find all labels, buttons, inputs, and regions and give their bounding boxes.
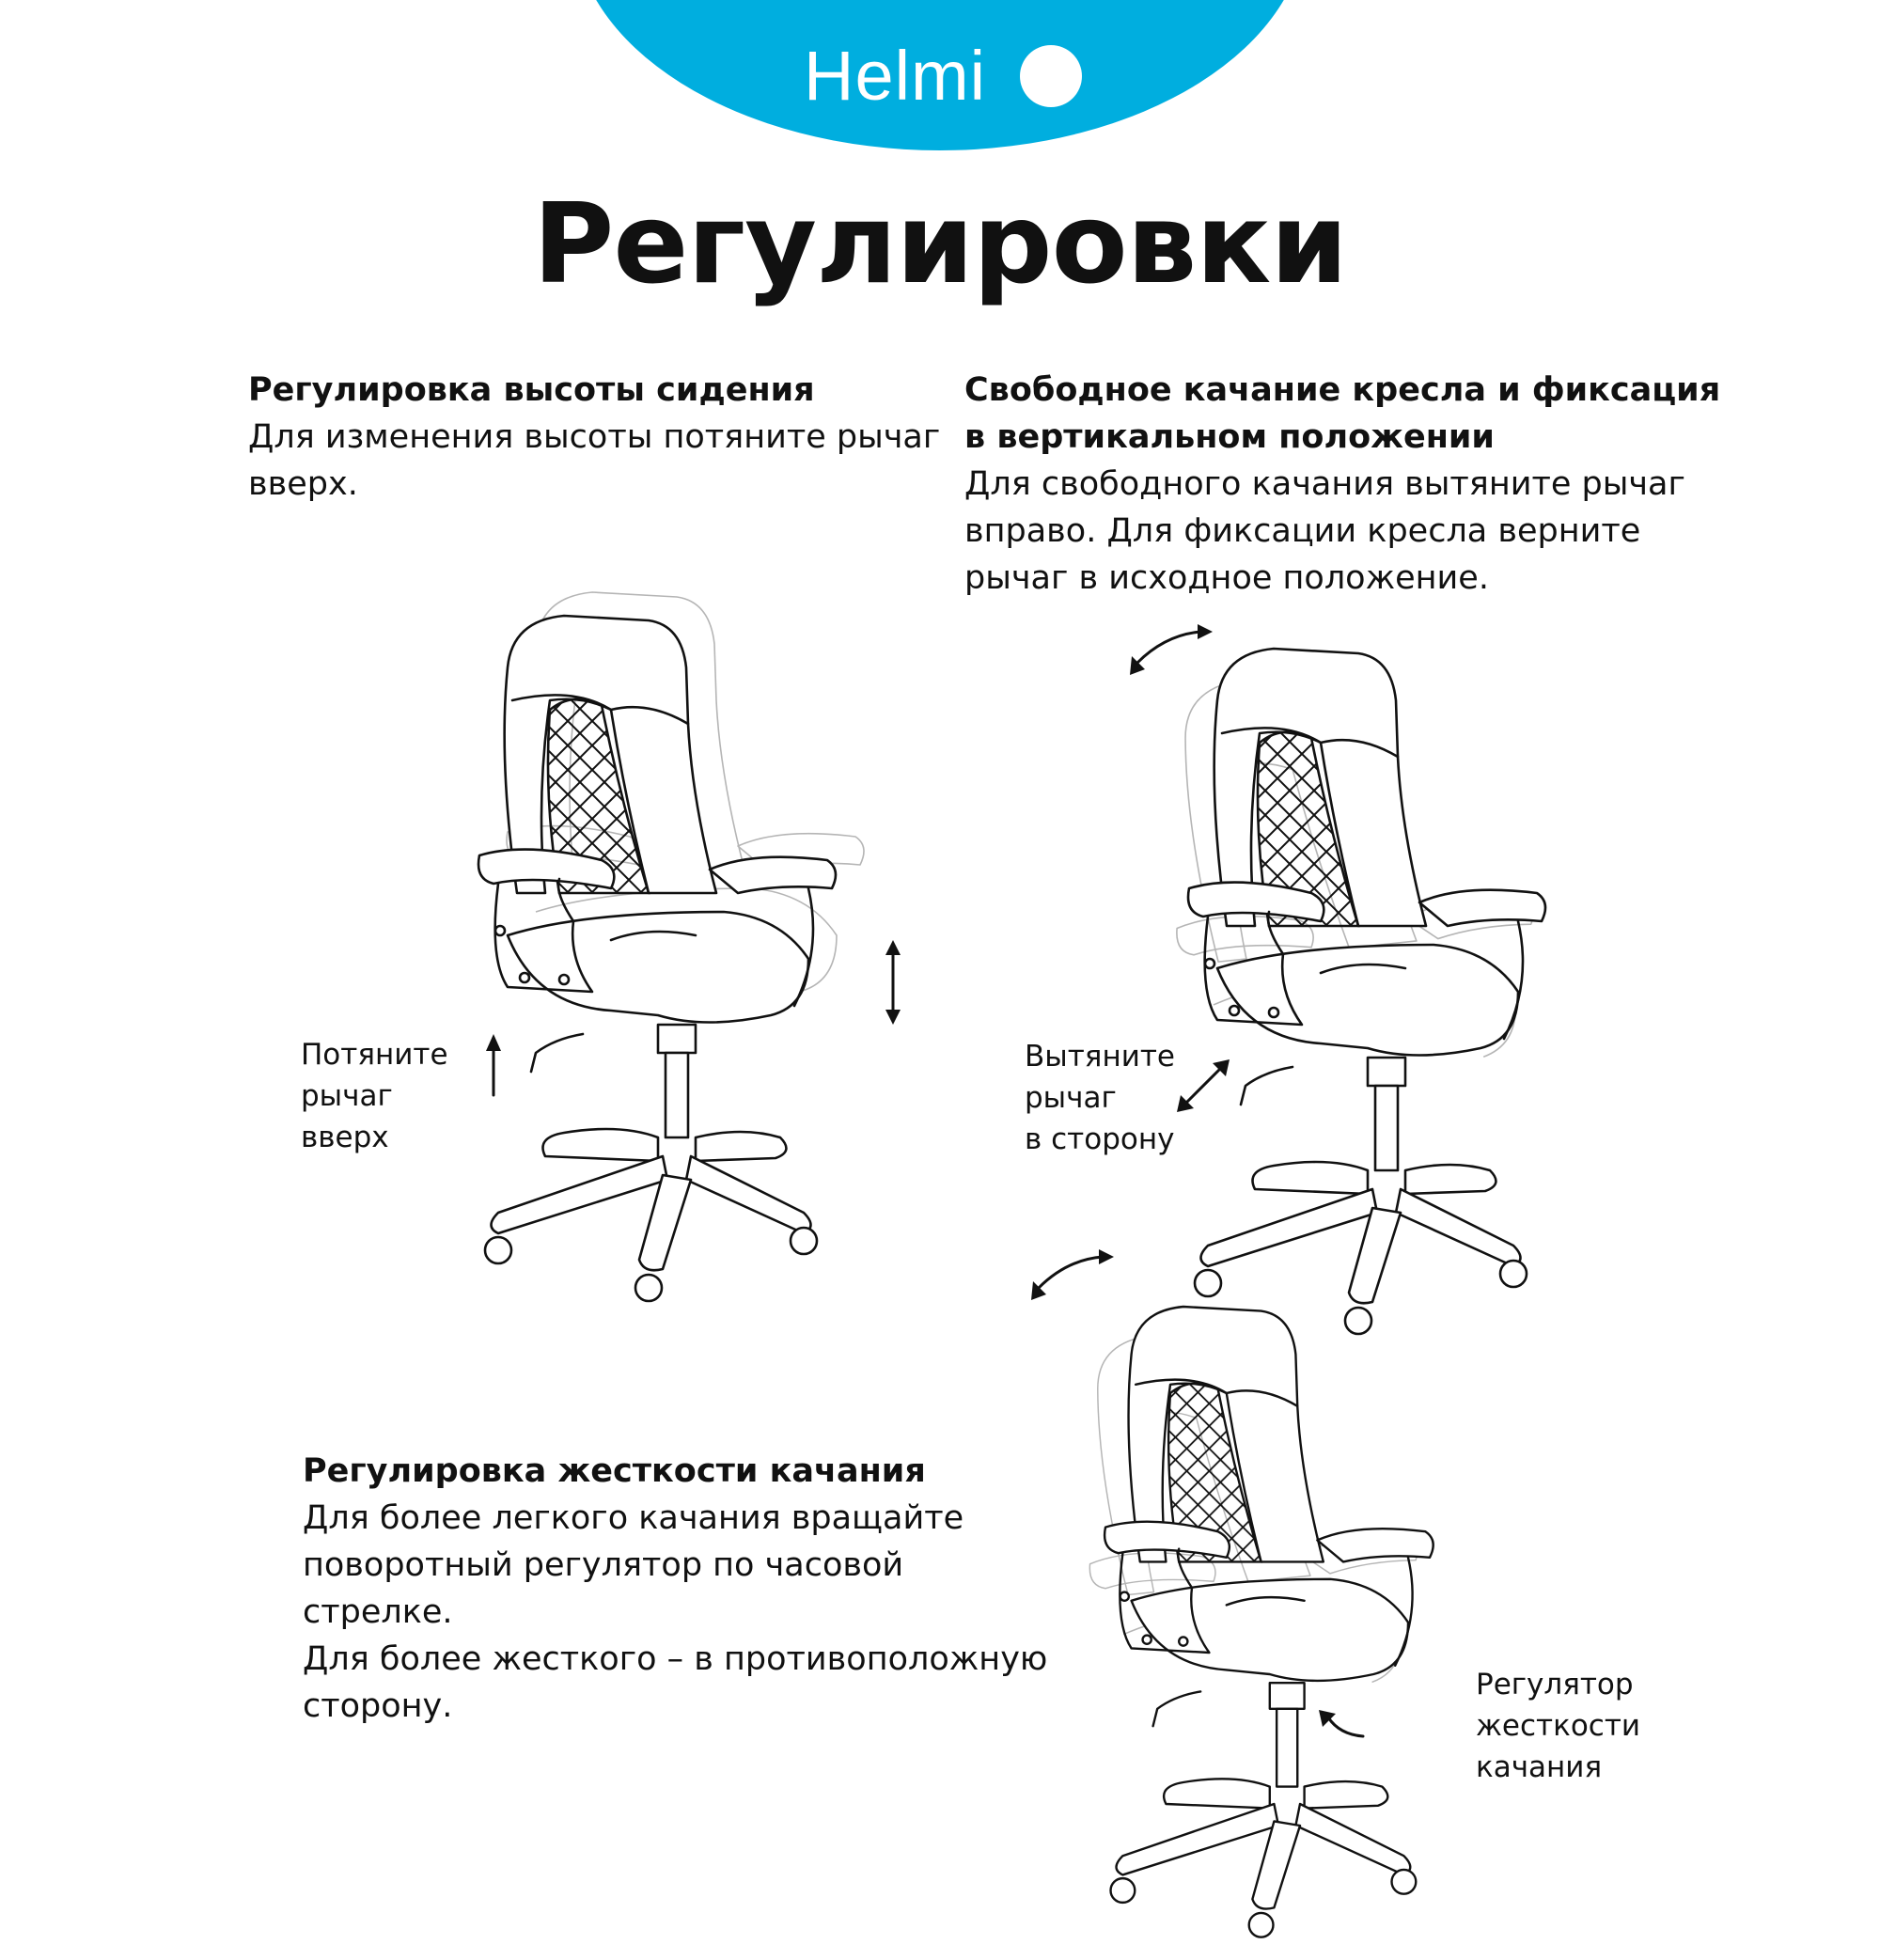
office-chair-icon — [1180, 644, 1574, 1358]
caption-pull-side — [1025, 1036, 1175, 1160]
caption-line: качания — [1476, 1750, 1603, 1784]
office-chair-icon — [1097, 1302, 1460, 1959]
section-body-line: поворотный регулятор по часовой стрелке. — [303, 1546, 904, 1631]
section-heading: Регулировка жесткости качания — [303, 1452, 926, 1490]
brand-logo: Helmi — [804, 37, 987, 115]
section-heading: Регулировка высоты сидения — [248, 371, 815, 409]
section-body-line: Для более жесткого – в противоположную — [303, 1640, 1048, 1678]
section-body-line: Для свободного качания вытяните рычаг — [964, 465, 1685, 503]
caption-line: Вытяните — [1025, 1040, 1175, 1074]
double-arrow-icon — [882, 940, 904, 1025]
up-arrow-icon — [475, 940, 898, 1128]
curved-arrow-icon — [1128, 620, 1213, 677]
caption-line: жесткости — [1476, 1709, 1641, 1743]
curved-arrow-icon — [1029, 1246, 1114, 1302]
section-body-line: вверх. — [248, 465, 358, 503]
caption-line: Регулятор — [1476, 1668, 1634, 1701]
curved-arrow-icon — [1311, 1706, 1368, 1744]
logo-dot-icon — [1020, 45, 1082, 107]
caption-line: рычаг — [1025, 1081, 1117, 1115]
section-heading-line: в вертикальном положении — [964, 418, 1495, 456]
caption-line: Потяните — [301, 1038, 448, 1072]
section-heading-line: Свободное качание кресла и фиксация — [964, 371, 1721, 409]
section-body-line: Для изменения высоты потяните рычаг — [248, 418, 941, 456]
caption-line: вверх — [301, 1121, 389, 1154]
caption-line: рычаг — [301, 1079, 393, 1113]
section-swing-stiffness — [303, 1448, 1055, 1730]
caption-line: в сторону — [1025, 1122, 1175, 1156]
section-body-line: рычаг в исходное положение. — [964, 559, 1489, 597]
section-seat-height — [248, 367, 944, 508]
page-title: Регулировки — [532, 179, 1348, 308]
double-arrow-icon — [1175, 1058, 1231, 1114]
section-body-line: Для более легкого качания вращайте — [303, 1499, 964, 1537]
section-body-line: вправо. Для фиксации кресла верните — [964, 512, 1641, 550]
section-body-line: сторону. — [303, 1687, 453, 1725]
caption-stiffness-knob — [1476, 1664, 1640, 1788]
section-free-swing — [964, 367, 1810, 602]
caption-pull-lever — [301, 1034, 448, 1158]
